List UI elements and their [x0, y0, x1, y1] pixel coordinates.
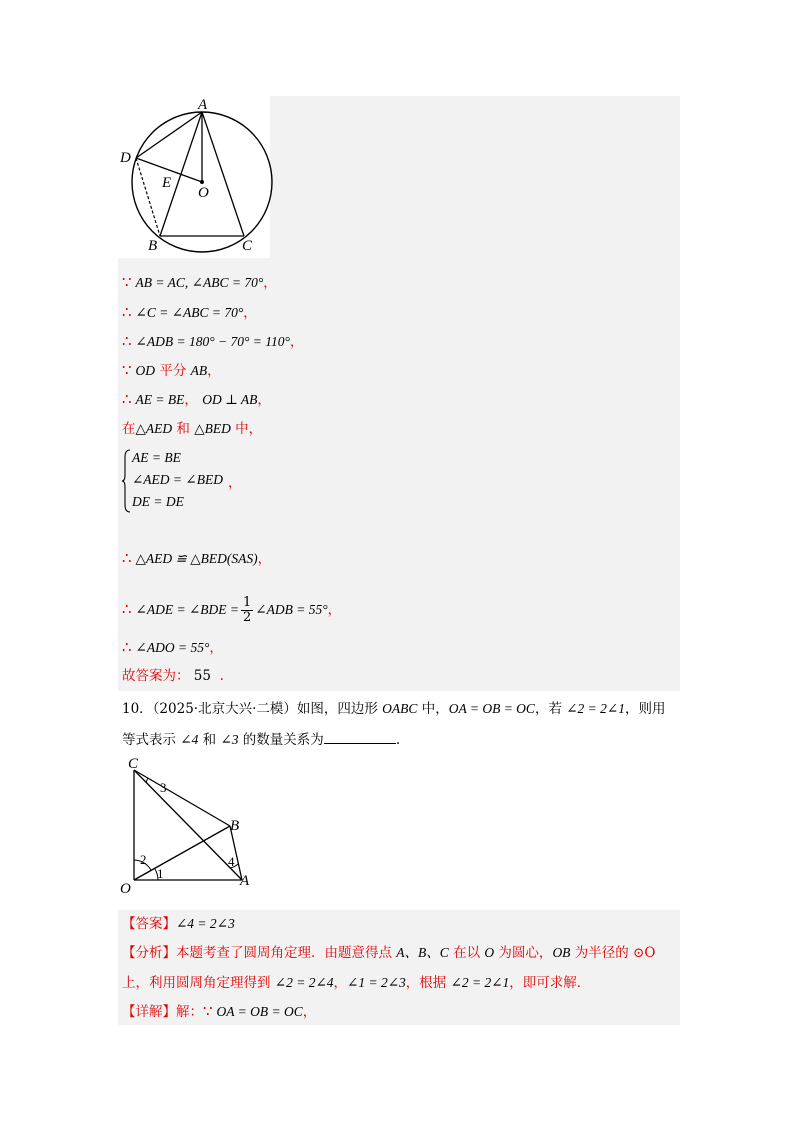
angle-label-3: 3 [160, 780, 167, 795]
answer-blank[interactable] [324, 731, 396, 744]
label-e: E [162, 175, 172, 191]
label-b2: B [230, 818, 240, 834]
segment-ca [134, 770, 242, 880]
left-brace [122, 449, 132, 513]
label-o2: O [120, 881, 131, 894]
label-d: D [120, 150, 131, 166]
angle-label-4: 4 [228, 854, 235, 869]
congruent-line: ∴ △AED ≌ △BED(SAS)， [122, 549, 272, 567]
in-triangles-line: 在△AED 和 △BED 中， [122, 421, 263, 437]
answer-row: 【答案】∠4 = 2∠3 [122, 916, 235, 932]
figure-quadrilateral [118, 754, 262, 894]
solution-line-3: ∴ ∠ADB = 180° − 70° = 110°， [122, 332, 304, 350]
brace-lines: AE = BE ∠AED = ∠BED DE = DE [132, 450, 223, 509]
solution-line-1: ∵ AB = AC, ∠ABC = 70°， [122, 273, 277, 291]
question-line-2: 等式表示 ∠4 和 ∠3 的数量关系为 . [122, 732, 401, 748]
brace-system: AE = BE ∠AED = ∠BED DE = DE ， [122, 447, 322, 513]
solution-line-5: ∴ AE = BE， OD ⊥ AB， [122, 390, 271, 408]
solution-line-2: ∴ ∠C = ∠ABC = 70°， [122, 303, 257, 321]
detail-row: 【详解】解：∵ OA = OB = OC， [122, 1002, 317, 1020]
angle-line: ∴ ∠ADE = ∠BDE = $\frac{1}{2}$ ∠ADB = 55°， [122, 595, 342, 625]
fraction-half: $\frac{1}{2}$ [243, 595, 252, 625]
label-o: O [198, 185, 209, 201]
analysis-row-2: 上，利用圆周角定理得到 ∠2 = 2∠4，∠1 = 2∠3，根据 ∠2 = 2∠1，即可求解． [122, 975, 591, 991]
ado-line: ∴ ∠ADO = 55°， [122, 638, 223, 656]
segment-ac [202, 112, 244, 236]
figure-circle [118, 96, 274, 256]
solution-line-4: ∵ OD 平分 AB， [122, 361, 221, 379]
answer-line: 故答案为： 55 . [122, 668, 224, 684]
segment-ab [230, 826, 242, 880]
segment-da [136, 112, 202, 158]
point-o [200, 180, 204, 184]
angle-label-2: 2 [140, 852, 147, 867]
label-c2: C [128, 756, 139, 772]
label-a: A [198, 97, 208, 113]
label-b: B [148, 238, 158, 254]
question-line-1: 10．（2025·北京大兴·二模）如图，四边形 OABC 中，OA = OB = OC，若 ∠2 = 2∠1，则用 [122, 701, 666, 717]
angle-arc-3 [146, 778, 148, 783]
analysis-row-1: 【分析】本题考查了圆周角定理．由题意得点 A、B、C 在以 O 为圆心，OB 为半径的 ⊙O [122, 945, 656, 961]
segment-bc [134, 770, 230, 826]
label-a2: A [240, 873, 250, 889]
segment-db-dashed [136, 158, 160, 236]
label-c: C [242, 238, 253, 254]
angle-label-1: 1 [157, 866, 164, 881]
